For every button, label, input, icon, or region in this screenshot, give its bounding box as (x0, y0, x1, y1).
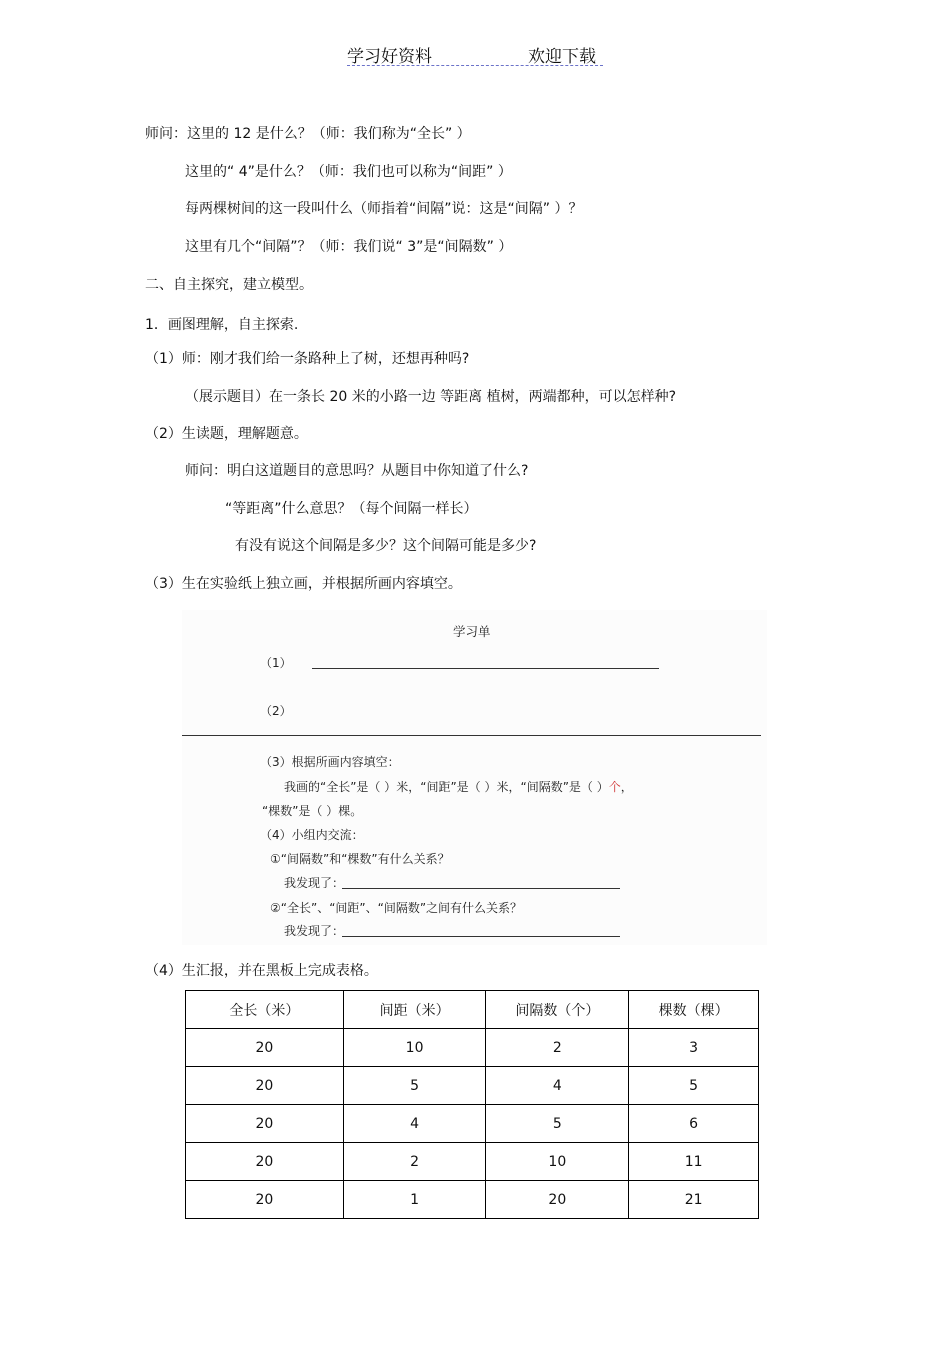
fill-in-line-b: “棵数”是（ ）棵。 (262, 804, 363, 818)
table-cell: 11 (629, 1143, 759, 1181)
table-cell: 10 (486, 1143, 629, 1181)
paragraph-line: （2）生读题，理解题意。 (145, 426, 308, 442)
table-cell: 5 (343, 1067, 486, 1105)
paragraph-line: 这里的“ 4”是什么？（师：我们也可以称为“间距” ） (185, 164, 512, 180)
found-label-1: 我发现了： (284, 876, 345, 890)
table-row (186, 1029, 759, 1067)
paragraph-line: （展示题目）在一条长 20 米的小路一边 等距离 植树，两端都种，可以怎样种? (185, 389, 677, 405)
paragraph-line: 师问：明白这道题目的意思吗？从题目中你知道了什么? (185, 463, 529, 479)
table-cell: 20 (186, 1181, 344, 1219)
table-cell: 20 (486, 1181, 629, 1219)
paragraph-line: 每两棵树间的这一段叫什么（师指着“间隔”说：这是“间隔” ）？ (185, 201, 583, 217)
header-cell: 间隔数（个） (486, 991, 629, 1029)
question-1: ①“间隔数”和“棵数”有什么关系？ (270, 852, 450, 866)
fill-in-mark: 个 (608, 780, 621, 794)
table-cell: 10 (343, 1029, 486, 1067)
paragraph-line: 这里有几个“间隔”？（师：我们说“ 3”是“间隔数” ） (185, 239, 513, 255)
table-cell: 2 (486, 1029, 629, 1067)
results-table (185, 990, 759, 1219)
table-cell: 21 (629, 1181, 759, 1219)
fill-in-text: 我画的“全长”是（ ）米，“间距”是（ ）米，“间隔数”是（ ） (284, 780, 609, 794)
paragraph-line: 师问：这里的 12 是什么？（师：我们称为“全长” ） (145, 126, 471, 142)
subsection-heading: 1．画图理解，自主探索. (145, 317, 299, 333)
table-row (186, 1067, 759, 1105)
table-cell: 4 (343, 1105, 486, 1143)
worksheet-item-1: （1） (260, 656, 292, 670)
found-label-2: 我发现了： (284, 924, 345, 938)
table-cell: 20 (186, 1067, 344, 1105)
divider-line (182, 735, 761, 736)
worksheet-item-4: （4）小组内交流： (260, 828, 364, 842)
table-row (186, 1181, 759, 1219)
table-cell: 5 (629, 1067, 759, 1105)
header-left-text: 学习好资料 (347, 47, 432, 67)
table-cell: 1 (343, 1181, 486, 1219)
worksheet-item-2: （2） (260, 704, 292, 718)
question-2: ②“全长”、“间距”、“间隔数”之间有什么关系？ (270, 901, 523, 915)
table-cell: 2 (343, 1143, 486, 1181)
paragraph-line: （1）师：刚才我们给一条路种上了树，还想再种吗? (145, 351, 470, 367)
header-divider (347, 65, 603, 66)
paragraph-line: “等距离”什么意思？（每个间隔一样长） (225, 501, 478, 517)
table-cell: 20 (186, 1029, 344, 1067)
worksheet-image (182, 610, 767, 945)
header-cell: 全长（米） (186, 991, 344, 1029)
table-header-row (186, 991, 759, 1029)
paragraph-line: （4）生汇报，并在黑板上完成表格。 (145, 963, 378, 979)
worksheet-item-3: （3）根据所画内容填空： (260, 755, 400, 769)
fill-in-end: ， (620, 780, 633, 794)
answer-line (312, 668, 659, 669)
table-row (186, 1143, 759, 1181)
header-right-text: 欢迎下载 (528, 47, 596, 67)
answer-line (342, 936, 620, 937)
table-cell: 4 (486, 1067, 629, 1105)
table-cell: 6 (629, 1105, 759, 1143)
header-cell: 棵数（棵） (629, 991, 759, 1029)
table-row (186, 1105, 759, 1143)
table-cell: 3 (629, 1029, 759, 1067)
worksheet-title: 学习单 (453, 624, 491, 639)
table-cell: 5 (486, 1105, 629, 1143)
table-cell: 20 (186, 1143, 344, 1181)
fill-in-line-a (284, 778, 633, 795)
paragraph-line: （3）生在实验纸上独立画，并根据所画内容填空。 (145, 576, 462, 592)
header-cell: 间距（米） (343, 991, 486, 1029)
section-heading: 二、自主探究，建立模型。 (145, 277, 313, 293)
answer-line (342, 888, 620, 889)
paragraph-line: 有没有说这个间隔是多少？这个间隔可能是多少? (235, 538, 537, 554)
table-cell: 20 (186, 1105, 344, 1143)
